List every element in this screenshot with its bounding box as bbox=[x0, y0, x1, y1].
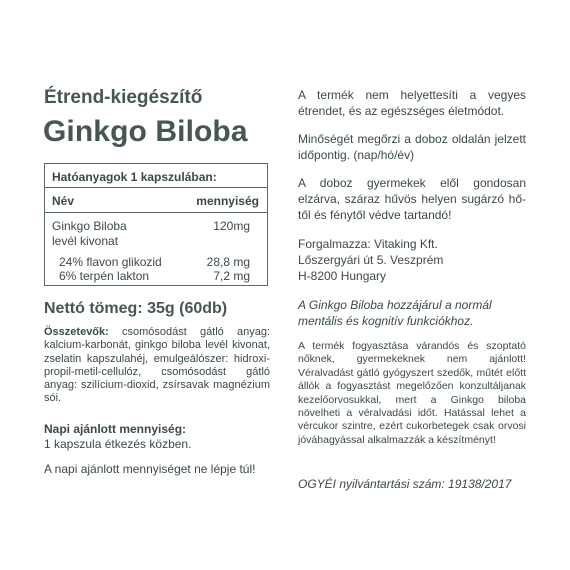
daily-dose-text: 1 kapszula étkezés közben. bbox=[44, 437, 192, 451]
caution-text: A termék fogyasztása várandós és szoptató nőknek, gyermekeknek nem ajánlott! Véralvadást gátló gyógyszert szedők, műtét előtt állók a fogyasztást megelőzően konzultáljanak kezelőorvosukkal, mert a Ginkgo biloba növelheti a véralvadási időt. Hatással lehet a vércukor szintre, ezért cukorbetegek csak orvosi jóváhagyással alkalmazzák a készítményt! bbox=[298, 340, 526, 446]
notice-diet: A termék nem helyettesíti a vegyes étrendet, és az egészséges életmódot. bbox=[298, 88, 526, 118]
product-title: Ginkgo Biloba bbox=[43, 115, 248, 148]
column-name: Név bbox=[52, 194, 75, 208]
ingredients-label: Összetevők: bbox=[44, 326, 109, 338]
distributor bbox=[298, 236, 526, 284]
daily-dose-title: Napi ajánlott mennyiség: bbox=[44, 422, 187, 436]
health-claim: A Ginkgo Biloba hozzájárul a normál mentális és kognitív funkciókhoz. bbox=[298, 298, 492, 328]
table-header: Hatóanyagok 1 kapszulában: bbox=[52, 170, 217, 184]
active-ingredients-table bbox=[44, 163, 268, 286]
dose-warning: A napi ajánlott mennyiséget ne lépje túl! bbox=[44, 462, 256, 476]
distributor-line: Lőszergyári út 5. Veszprém bbox=[298, 253, 444, 267]
column-amount: mennyiség bbox=[196, 194, 259, 208]
distributor-line: H-8200 Hungary bbox=[298, 269, 387, 283]
ingredients-text: csomósodást gátló anyag: kalcium-karbonát, ginkgo biloba levél kivonat, zselatin kapszulahéj, emulgeálószer: hidroxi-propil-metil-cellulóz, csomósodást gátló anyag: szilícium-dioxid, zsírsavak magnézium sói. bbox=[44, 326, 270, 405]
table-row-name: 24% flavon glikozid bbox=[59, 255, 162, 269]
ingredients bbox=[44, 326, 270, 406]
notice-storage: A doboz gyermekek elől gondosan elzárva, száraz hűvös helyen sugárzó hő-től és fénytől védve tartandó! bbox=[298, 176, 526, 222]
net-weight: Nettó tömeg: 35g (60db) bbox=[44, 300, 228, 317]
distributor-line: Forgalmazza: Vitaking Kft. bbox=[298, 237, 438, 251]
table-row-name: 6% terpén lakton bbox=[59, 269, 150, 283]
table-row-amount: 120mg bbox=[213, 219, 250, 233]
notice-storage-date: Minőségét megőrzi a doboz oldalán jelzett időpontig. (nap/hó/év) bbox=[298, 132, 526, 162]
table-divider bbox=[45, 212, 267, 213]
registration-number: OGYÉI nyilvántartási szám: 19138/2017 bbox=[298, 477, 512, 491]
table-divider bbox=[45, 187, 267, 188]
table-row-name: Ginkgo Biloba bbox=[52, 219, 127, 233]
subtitle: Étrend-kiegészítő bbox=[44, 87, 203, 108]
table-row-amount: 28,8 mg bbox=[206, 255, 250, 269]
table-row-amount: 7,2 mg bbox=[213, 269, 250, 283]
table-row-name: levél kivonat bbox=[52, 234, 119, 248]
